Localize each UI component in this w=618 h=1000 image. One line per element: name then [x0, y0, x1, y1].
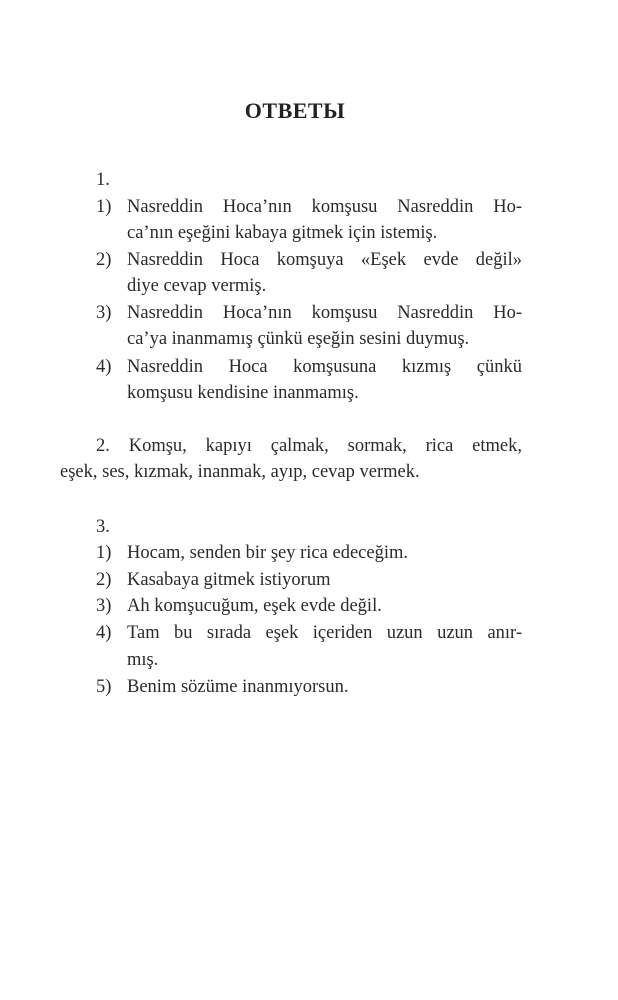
- answer-line: ca’ya inanmamış çünkü eşeğin sesini duymuş.: [127, 329, 470, 349]
- item-number: 4): [96, 623, 112, 643]
- page-title: ОТВЕТЫ: [244, 98, 346, 123]
- item-number: 1): [96, 197, 112, 217]
- answer-line: 2. Komşu, kapıyı çalmak, sormak, rica etmek,: [96, 436, 522, 456]
- answer-line: ca’nın eşeğini kabaya gitmek için istemiş.: [127, 223, 438, 243]
- answer-line: komşusu kendisine inanmamış.: [127, 383, 359, 403]
- item-number: 5): [96, 677, 112, 697]
- answer-line: Hocam, senden bir şey rica edeceğim.: [127, 543, 408, 563]
- answer-line: Benim sözüme inanmıyorsun.: [127, 677, 349, 697]
- answer-line: Nasreddin Hoca’nın komşusu Nasreddin Ho-: [127, 197, 522, 217]
- item-number: 3): [96, 303, 112, 323]
- section-label: 1.: [96, 170, 110, 190]
- answer-line: Nasreddin Hoca komşuya «Eşek evde değil»: [127, 250, 522, 270]
- item-number: 1): [96, 543, 112, 563]
- section-label: 3.: [96, 517, 110, 537]
- answer-line: diye cevap vermiş.: [127, 276, 267, 296]
- answer-line: eşek, ses, kızmak, inanmak, ayıp, cevap vermek.: [60, 462, 420, 482]
- item-number: 3): [96, 596, 112, 616]
- item-number: 2): [96, 250, 112, 270]
- answer-line: Tam bu sırada eşek içeriden uzun uzun anır-: [127, 623, 522, 643]
- answer-line: Nasreddin Hoca’nın komşusu Nasreddin Ho-: [127, 303, 522, 323]
- item-number: 4): [96, 357, 112, 377]
- answer-line: Nasreddin Hoca komşusuna kızmış çünkü: [127, 357, 522, 377]
- answer-line: Ah komşucuğum, eşek evde değil.: [127, 596, 382, 616]
- answer-line: mış.: [127, 650, 159, 670]
- answer-line: Kasabaya gitmek istiyorum: [127, 570, 331, 590]
- item-number: 2): [96, 570, 112, 590]
